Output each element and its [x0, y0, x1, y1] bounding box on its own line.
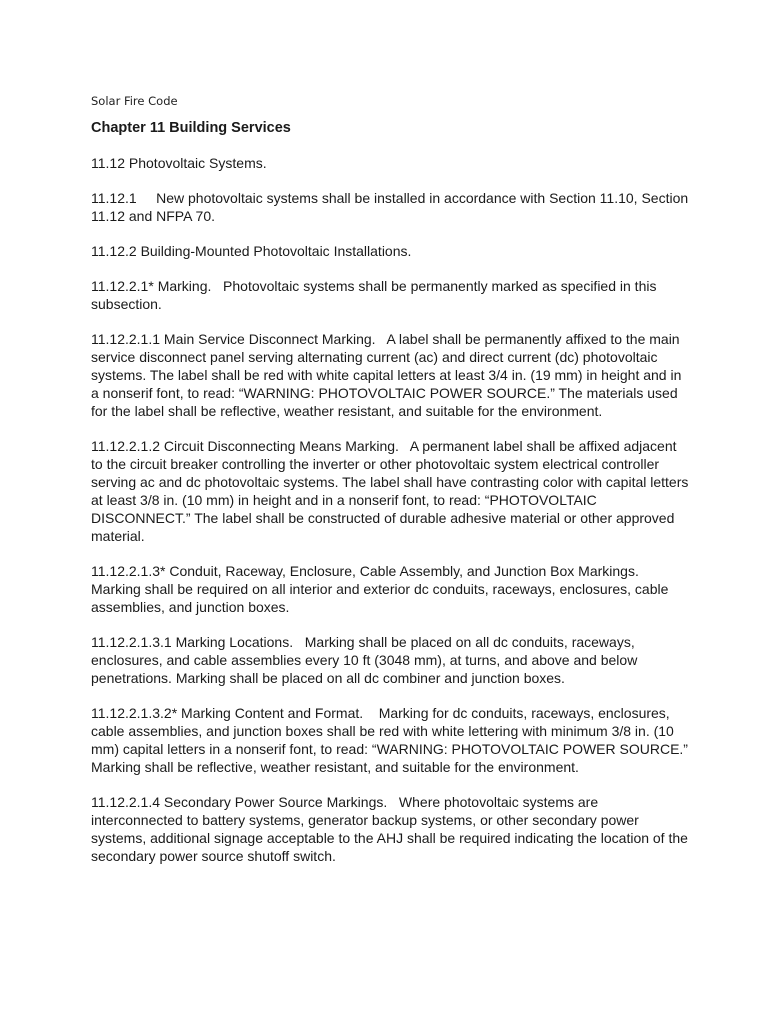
- paragraph: [91, 242, 691, 260]
- paragraph-text: Photovoltaic Systems.: [128, 155, 267, 171]
- section-number: 11.12.2.1.3*: [91, 563, 166, 579]
- paragraph-text: Circuit Disconnecting Means Marking. A permanent label shall be affixed adjacent to the circuit breaker controlling the inverter or other photovoltaic system electrical controller serving ac and dc photovoltaic systems. The label shall have contrasting color with capital letters at least 3/8 in. (10 mm) in height and in a nonserif font, to read: “PHOTOVOLTAIC DISCONNECT.” The label shall be constructed of durable adhesive material or other approved material.: [91, 438, 693, 544]
- section-number: 11.12.2.1.3.2*: [91, 705, 178, 721]
- section-number: 11.12.2.1*: [91, 278, 154, 294]
- section-number: 11.12.2.1.1: [91, 331, 161, 347]
- section-number: 11.12.2.1.2: [91, 438, 161, 454]
- paragraph-text: Conduit, Raceway, Enclosure, Cable Assembly, and Junction Box Markings. Marking shall be required on all interior and exterior dc conduits, raceways, enclosures, cable assemblies, and junction boxes.: [91, 563, 673, 615]
- paragraph: [91, 437, 691, 545]
- paragraph-text: New photovoltaic systems shall be installed in accordance with Section 11.10, Section 11.12 and NFPA 70.: [91, 190, 689, 224]
- section-number: 11.12.1: [91, 190, 137, 206]
- section-number: 11.12.2: [91, 243, 137, 259]
- header-note: Solar Fire Code: [91, 94, 178, 108]
- paragraph: [91, 154, 691, 172]
- paragraph: [91, 330, 691, 420]
- section-number: 11.12: [91, 155, 125, 171]
- paragraph-text: Marking Content and Format. Marking for dc conduits, raceways, enclosures, cable assemblies, and junction boxes shall be red with white lettering with minimum 3/8 in. (10 mm) capital letters in a nonserif font, to read: “WARNING: PHOTOVOLTAIC POWER SOURCE.” Marking shall be reflective, weather resistant, and suitable for the environment.: [91, 705, 692, 775]
- paragraph-text: Building-Mounted Photovoltaic Installations.: [140, 243, 412, 259]
- paragraph: [91, 704, 691, 776]
- paragraph-text: Main Service Disconnect Marking. A label shall be permanently affixed to the main service disconnect panel serving alternating current (ac) and direct current (dc) photovoltaic systems. The label shall be red with white capital letters at least 3/4 in. (19 mm) in height and in a nonserif font, to read: “WARNING: PHOTOVOLTAIC POWER SOURCE.” The materials used for the label shall be reflective, weather resistant, and suitable for the environment.: [91, 331, 686, 419]
- paragraph-text: Marking. Photovoltaic systems shall be permanently marked as specified in this subsection.: [91, 278, 661, 312]
- document-body: [91, 92, 691, 882]
- paragraph: [91, 562, 691, 616]
- paragraph: [91, 189, 691, 225]
- paragraph: [91, 633, 691, 687]
- section-number: 11.12.2.1.3.1: [91, 634, 172, 650]
- paragraph-text: Secondary Power Source Markings. Where photovoltaic systems are interconnected to battery systems, generator backup systems, or other secondary power systems, additional signage acceptable to the AHJ shall be required indicating the location of the secondary power source shutoff switch.: [91, 794, 692, 864]
- paragraph: [91, 277, 691, 313]
- chapter-title: Chapter 11 Building Services: [91, 120, 291, 136]
- section-number: 11.12.2.1.4: [91, 794, 161, 810]
- paragraph: [91, 793, 691, 865]
- paragraph-text: Marking Locations. Marking shall be placed on all dc conduits, raceways, enclosures, and cable assemblies every 10 ft (3048 mm), at turns, and above and below penetrations. Marking shall be placed on all dc combiner and junction boxes.: [91, 634, 642, 686]
